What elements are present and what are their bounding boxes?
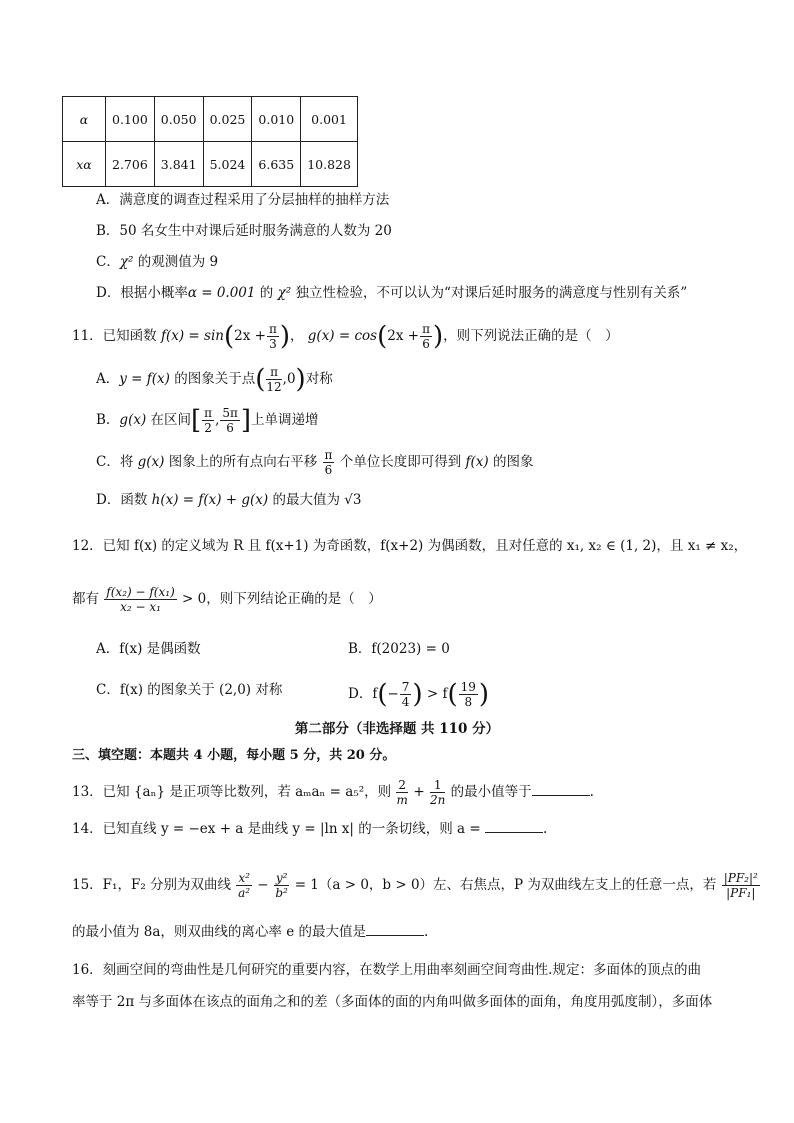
q12-option-c: C．f(x) 的图象关于 (2,0) 对称	[96, 682, 283, 698]
fraction: $\frac{\pi}{6}$	[324, 448, 333, 477]
table-cell: 2.706	[106, 142, 155, 187]
section-heading: 三、填空题：本题共 4 小题，每小题 5 分，共 20 分。	[72, 748, 396, 763]
q11-option-c: C．将 g(x) 图象上的所有点向右平移 $\frac{\pi}{6}$ 个单位长度即可得到 f(x) 的图象	[96, 448, 534, 477]
q11-option-a: A．y = f(x) 的图象关于点( $\frac{\pi}{12}$ ,0)对称	[96, 364, 333, 395]
option-text: D．根据小概率	[96, 285, 188, 301]
chi-square-symbol: χ²	[119, 254, 134, 270]
q15-line1: 15．F₁，F₂ 分别为双曲线 $\frac{\text{x²}}{\text{a²}}$ − $\frac{\text{y²}}{\text{b²}}$ = 1（a > 0，b > 0）左、右焦点，P 为双曲线左支上的任意一点，若 $\frac{\text{|PF₂|²}}{\text{|PF₁|}}$	[72, 871, 758, 900]
option-text: 的观测值为 9	[133, 254, 219, 270]
fraction: $\frac{\pi}{6}$	[422, 322, 430, 351]
fraction: $\frac{7}{4}$	[401, 680, 410, 709]
critical-value-table	[62, 96, 358, 187]
q10-option-d	[96, 283, 687, 303]
q10-option-c	[96, 252, 218, 272]
f-argument: 2x +	[234, 328, 266, 344]
q12-stem-line1: 12．已知 f(x) 的定义域为 R 且 f(x+1) 为奇函数，f(x+2) 为偶函数，且对任意的 x₁, x₂ ∈ (1, 2)，且 x₁ ≠ x₂，	[72, 538, 748, 554]
table-cell: 0.050	[154, 97, 203, 142]
option-label: C．	[96, 254, 120, 270]
option-text: 的	[255, 285, 278, 301]
q11-option-b: B．g(x) 在区间[ $\frac{\pi}{2}$ , $\frac{5\pi}{6}$ ]上单调递增	[96, 405, 319, 436]
question-number: 11．已知函数	[72, 328, 161, 344]
q12-option-a: A．f(x) 是偶函数	[96, 641, 201, 657]
q15-line2: 的最小值为 8a，则双曲线的离心率 e 的最大值是 .	[72, 921, 428, 942]
q12-stem-line2: 都有 $\frac{\text{f(x₂) − f(x₁)}}{\text{x₂ − x₁}}$ > 0，则下列结论正确的是（ ）	[72, 585, 382, 614]
table-cell: 10.828	[301, 142, 358, 187]
g-definition: g(x) = cos	[307, 328, 378, 344]
table-cell: 5.024	[203, 142, 252, 187]
fraction: $\frac{\text{|PF₂|²}}{\text{|PF₁|}}$	[723, 871, 758, 900]
table-cell: 0.025	[203, 97, 252, 142]
table-cell: 0.001	[301, 97, 358, 142]
q12-option-d: D．f(− $\frac{7}{4}$ ) > f( $\frac{19}{8}$ )	[348, 679, 490, 710]
answer-blank[interactable]	[532, 781, 590, 796]
table-cell: xα	[63, 142, 106, 187]
q16-line2: 率等于 2π 与多面体在该点的面角之和的差（多面体的面的内角叫做多面体的面角，角度用弧度制），多面体	[72, 994, 713, 1010]
fraction: $\frac{\pi}{12}$	[266, 365, 282, 394]
q13: 13．已知 {aₙ} 是正项等比数列，若 aₘaₙ = a₅²，则 $\frac{2}{m}$ + $\frac{1}{2n}$ 的最小值等于 .	[72, 778, 594, 807]
g-argument: 2x +	[387, 328, 420, 344]
q11-stem: 11．已知函数 f(x) = sin(2x + $\frac{\pi}{3}$ )， g(x) = cos(2x + $\frac{\pi}{6}$ )，则下列说法正确的是（ ）	[72, 321, 619, 352]
table-row	[63, 142, 358, 187]
q10-option-b: B．50 名女生中对课后延时服务满意的人数为 20	[96, 223, 392, 239]
q16-line1: 16．刻画空间的弯曲性是几何研究的重要内容，在数学上用曲率刻画空间弯曲性.规定：多面体的顶点的曲	[72, 962, 701, 978]
table-cell: 0.010	[252, 97, 301, 142]
table-cell: α	[63, 97, 106, 142]
fraction: $\frac{5\pi}{6}$	[222, 406, 238, 435]
answer-blank[interactable]	[366, 921, 424, 936]
q12-option-b: B．f(2023) = 0	[348, 641, 450, 657]
q10-option-a: A．满意度的调查过程采用了分层抽样的抽样方法	[96, 192, 390, 208]
fraction: $\frac{2}{m}$	[396, 778, 408, 807]
answer-blank[interactable]	[485, 818, 543, 833]
table-cell: 3.841	[154, 142, 203, 187]
fraction: $\frac{1}{2n}$	[429, 778, 446, 807]
chi-square-symbol: χ²	[277, 285, 292, 301]
option-text: 独立性检验，不可以认为“对课后延时服务的满意度与性别有关系”	[291, 285, 688, 301]
alpha-value: α = 0.001	[187, 285, 256, 301]
fraction: $\frac{\text{y²}}{\text{b²}}$	[275, 871, 288, 900]
fraction: $\frac{\text{f(x₂) − f(x₁)}}{\text{x₂ − x₁}}$	[106, 585, 175, 614]
fraction: $\frac{\pi}{2}$	[204, 406, 213, 435]
fraction: $\frac{19}{8}$	[460, 680, 476, 709]
q14: 14．已知直线 y = −ex + a 是曲线 y = |ln x| 的一条切线，则 a = .	[72, 818, 547, 839]
q11-option-d: D．函数 h(x) = f(x) + g(x) 的最大值为 √3	[96, 492, 362, 508]
fraction: $\frac{\pi}{3}$	[268, 322, 277, 351]
table-cell: 6.635	[252, 142, 301, 187]
fraction: $\frac{\text{x²}}{\text{a²}}$	[238, 871, 251, 900]
f-definition: f(x) = sin	[160, 328, 224, 344]
table-cell: 0.100	[106, 97, 155, 142]
part-two-heading: 第二部分（非选择题 共 110 分）	[294, 721, 500, 737]
table-row	[63, 97, 358, 142]
